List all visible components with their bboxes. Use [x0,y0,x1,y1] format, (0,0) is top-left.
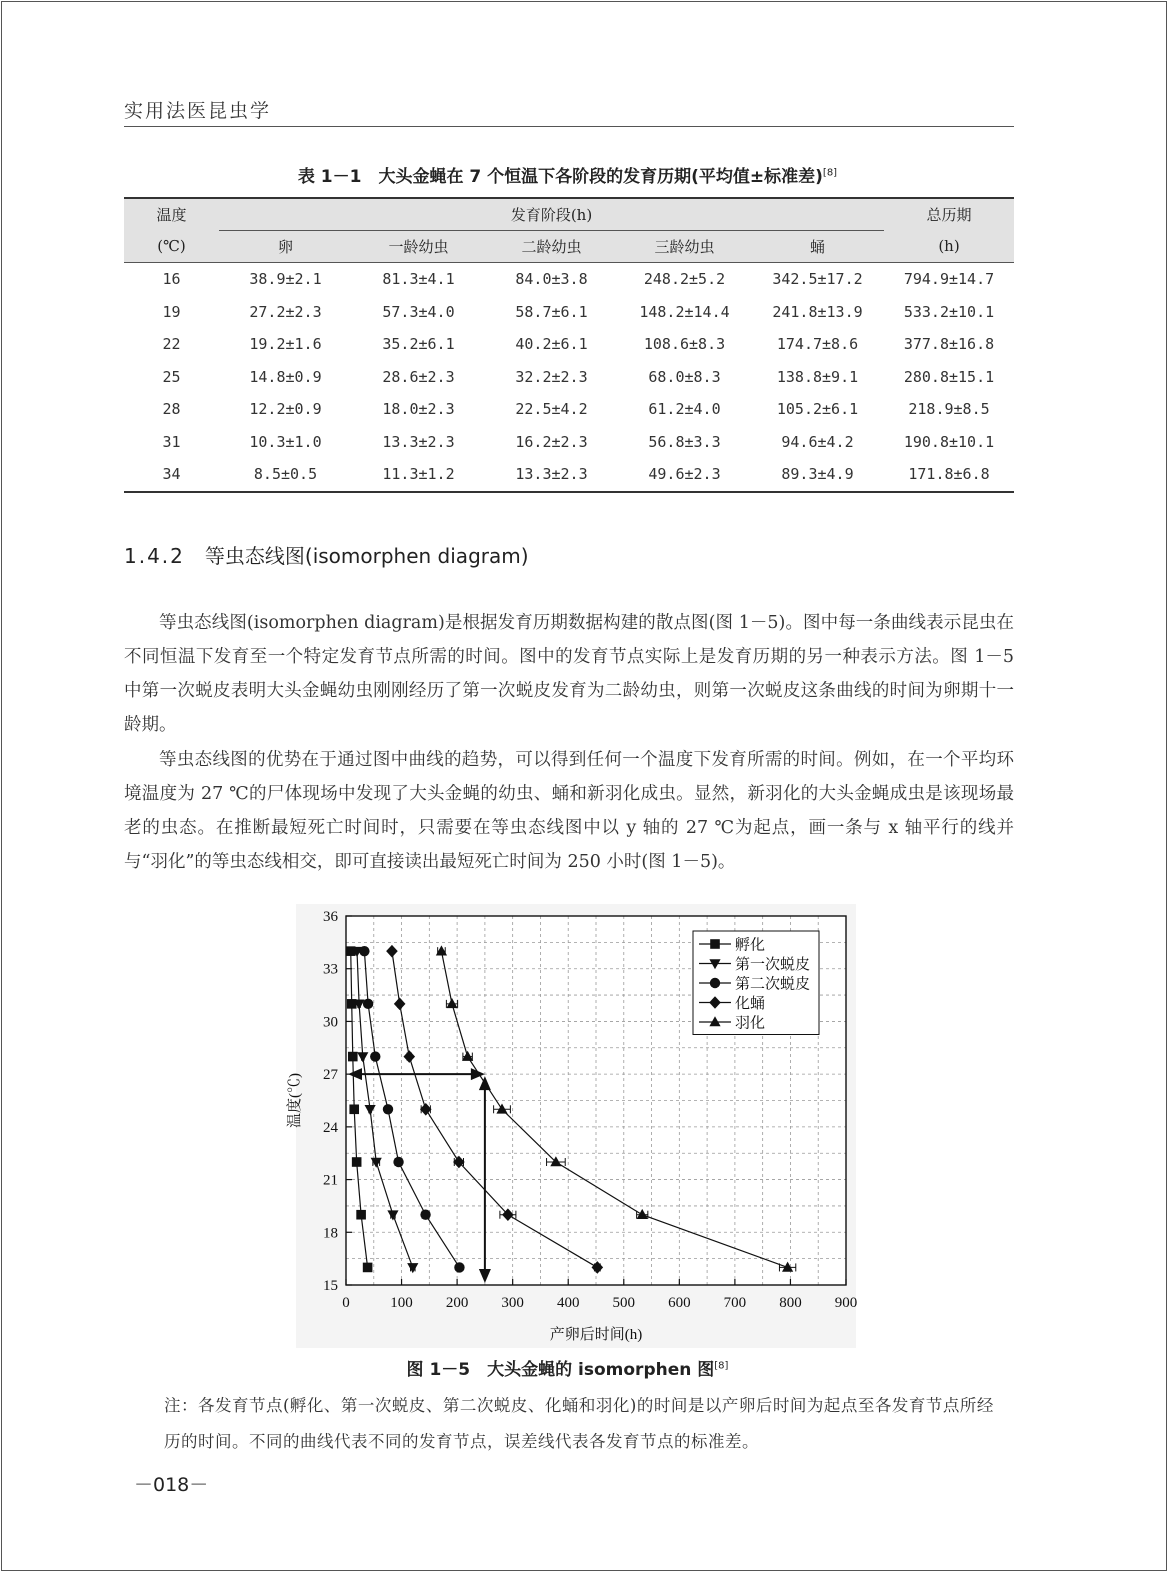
duration-cell: 280.8±15.1 [903,367,995,386]
duration-cell: 248.2±5.2 [643,270,726,289]
paragraph: 等虫态线图的优势在于通过图中曲线的趋势，可以得到任何一个温度下发育所需的时间。例如，在一个平均环境温度为 27 ℃的尸体现场中发现了大头金蝇的幼虫、蛹和新羽化成虫。显然，新羽化的大头金蝇成虫是该现场最老的虫态。在推断最短死亡时间时，只需要在等虫态线图中以 y 轴的 27 ℃为起点，画一条与 x 轴平行的线并与“羽化”的等虫态线相交，即可直接读出最短死亡时间为 250 小时(图 1－5)。 [124,749,1014,873]
duration-cell: 40.2±6.1 [515,335,588,354]
legend-label: 第一次蜕皮 [735,957,811,973]
data-point [359,946,369,956]
y-axis-label: 温度(℃) [287,1073,303,1128]
x-tick-label: 300 [501,1295,524,1311]
data-point [383,1104,393,1114]
x-tick-label: 600 [668,1295,691,1311]
data-point [454,1262,464,1272]
duration-cell: 27.2±2.3 [249,302,322,321]
total-unit: (h) [884,231,1014,263]
data-point [348,1052,358,1062]
figure-note: 注：各发育节点(孵化、第一次蜕皮、第二次蜕皮、化蛹和羽化)的时间是以产卵后时间为起点至各发育节点所经历的时间。不同的曲线代表不同的发育节点，误差线代表各发育节点的标准差。 [164,1396,994,1451]
duration-cell: 218.9±8.5 [908,400,990,419]
duration-cell: 81.3±4.1 [382,270,455,289]
page-number: －018－ [134,1474,209,1496]
figure-caption [0,1355,1135,1380]
duration-cell: 28.6±2.3 [382,367,455,386]
x-tick-label: 100 [390,1295,413,1311]
duration-cell: 10.3±1.0 [249,432,322,451]
temperature-cell: 28 [162,400,181,419]
legend-label: 羽化 [735,1015,766,1032]
x-axis-label: 产卵后时间(h) [549,1327,643,1343]
duration-cell: 32.2±2.3 [515,367,588,386]
y-tick-label: 36 [323,909,338,925]
data-point [393,1157,403,1167]
legend-label: 化蛹 [735,996,766,1012]
duration-cell: 89.3±4.9 [751,458,884,492]
y-tick-label: 30 [323,1014,338,1031]
duration-cell: 57.3±4.0 [382,302,455,321]
paragraph: 等虫态线图(isomorphen diagram)是根据发育历期数据构建的散点图(图 1－5)。图中每一条曲线表示昆虫在不同恒温下发育至一个特定发育节点所需的时间。图中的发育节点实际上是发育历期的另一种表示方法。图 1－5 中第一次蜕皮表明大头金蝇幼虫刚刚经历了第一次蜕皮发育为二龄幼虫，则第一次蜕皮这条曲线的时间为卵期十一龄期。 [124,612,1014,736]
data-point [363,999,373,1009]
table-caption-text: 表 1－1 大头金蝇在 7 个恒温下各阶段的发育历期(平均值±标准差) [297,167,823,187]
temperature-cell: 16 [162,270,181,289]
x-tick-label: 700 [723,1295,747,1311]
duration-cell: 171.8±6.8 [884,458,1014,492]
stage-header: 三龄幼虫 [618,231,751,263]
x-tick-label: 500 [612,1295,636,1311]
figure-caption-text: 图 1－5 大头金蝇的 isomorphen 图 [406,1360,715,1380]
temp-unit: (℃) [124,231,219,263]
stage-group-header: 发育阶段(h) [510,206,593,224]
legend [693,931,819,1035]
duration-cell: 13.3±2.3 [382,432,455,451]
duration-cell: 241.8±13.9 [772,302,863,321]
stage-header: 蛹 [751,231,884,263]
duration-cell: 138.8±9.1 [776,367,859,386]
stage-header: 一龄幼虫 [352,231,485,263]
legend-label: 第二次蜕皮 [735,976,811,993]
x-tick-label: 800 [779,1295,802,1311]
data-point [352,1157,362,1167]
y-tick-label: 21 [323,1172,338,1189]
duration-cell: 105.2±6.1 [776,400,859,419]
y-tick-label: 24 [323,1119,338,1136]
duration-cell: 148.2±14.4 [639,302,730,321]
duration-cell: 22.5±4.2 [515,400,588,419]
data-point [363,1263,373,1273]
data-point [370,1051,380,1061]
duration-cell: 84.0±3.8 [515,270,588,289]
duration-cell: 190.8±10.1 [903,432,995,451]
x-tick-label: 0 [342,1295,350,1311]
y-tick-label: 15 [323,1278,338,1294]
stage-header: 卵 [219,231,352,263]
duration-cell: 38.9±2.1 [249,270,322,289]
x-tick-label: 900 [834,1295,858,1311]
duration-cell: 61.2±4.0 [648,400,721,419]
temperature-cell: 34 [124,458,219,492]
stage-header: 二龄幼虫 [485,231,618,263]
duration-cell: 94.6±4.2 [781,432,854,451]
duration-cell: 12.2±0.9 [249,400,322,419]
y-tick-label: 18 [323,1225,338,1242]
x-tick-label: 200 [445,1295,469,1311]
running-head: 实用法医昆虫学 [124,100,272,122]
temperature-cell: 25 [162,367,181,386]
legend-marker [710,939,720,949]
duration-cell: 377.8±16.8 [903,335,995,354]
duration-cell: 533.2±10.1 [903,302,995,321]
duration-cell: 16.2±2.3 [515,432,588,451]
duration-cell: 35.2±6.1 [382,335,455,354]
duration-cell: 68.0±8.3 [648,367,721,386]
data-point [420,1210,430,1220]
duration-cell: 11.3±1.2 [352,458,485,492]
temperature-cell: 19 [162,302,181,321]
y-tick-label: 27 [323,1067,338,1084]
temperature-cell: 31 [162,432,181,451]
section-number: 1.4.2 [124,544,185,568]
duration-cell: 14.8±0.9 [249,367,322,386]
figure-caption-ref: [8] [714,1360,729,1372]
data-point [349,1104,359,1114]
duration-cell: 8.5±0.5 [219,458,352,492]
temperature-cell: 22 [162,335,181,354]
temp-header: 温度 [156,206,187,225]
legend-marker [710,978,720,988]
y-tick-label: 33 [323,961,338,978]
duration-cell: 13.3±2.3 [485,458,618,492]
x-tick-label: 400 [556,1295,580,1311]
duration-cell: 342.5±17.2 [772,270,863,289]
duration-cell: 58.7±6.1 [515,302,588,321]
duration-cell: 49.6±2.3 [618,458,751,492]
duration-cell: 108.6±8.3 [643,335,726,354]
duration-cell: 19.2±1.6 [249,335,322,354]
total-header: 总历期 [926,206,972,225]
legend-label: 孵化 [735,937,766,954]
section-title: 等虫态线图(isomorphen diagram) [204,544,529,568]
table-caption-ref: [8] [822,167,838,179]
duration-cell: 56.8±3.3 [648,432,721,451]
duration-cell: 174.7±8.6 [776,335,859,354]
duration-cell: 794.9±14.7 [903,270,995,289]
duration-cell: 18.0±2.3 [382,400,455,419]
data-point [356,1210,366,1220]
